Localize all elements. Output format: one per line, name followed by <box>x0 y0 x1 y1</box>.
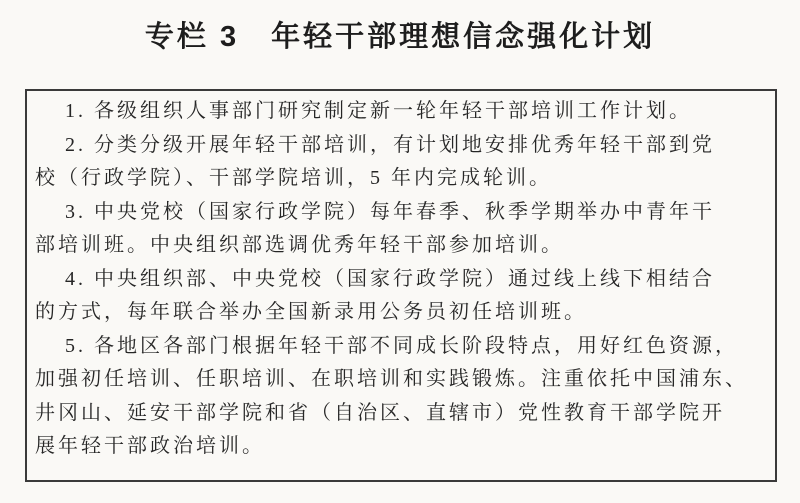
paragraph-1 <box>35 95 751 129</box>
paragraph-3 <box>35 196 751 263</box>
paragraph-line: 2. 分类分级开展年轻干部培训，有计划地安排优秀年轻干部到党 <box>65 133 715 156</box>
paragraph-line: 展年轻干部政治培训。 <box>35 435 265 457</box>
paragraph-5 <box>35 330 751 464</box>
paragraph-line: 加强初任培训、任职培训、在职培训和实践锻炼。注重依托中国浦东、 <box>35 368 748 390</box>
paragraph-line: 4. 中央组织部、中央党校（国家行政学院）通过线上线下相结合 <box>65 267 715 290</box>
paragraph-line: 3. 中央党校（国家行政学院）每年春季、秋季学期举办中青年干 <box>65 200 715 223</box>
paragraph-line: 井冈山、延安干部学院和省（自治区、直辖市）党性教育干部学院开 <box>35 401 725 424</box>
paragraph-line: 1. 各级组织人事部门研究制定新一轮年轻干部培训工作计划。 <box>65 100 692 122</box>
paragraph-4 <box>35 263 751 330</box>
paragraph-line: 5. 各地区各部门根据年轻干部不同成长阶段特点，用好红色资源， <box>65 334 738 357</box>
paragraph-line: 的方式，每年联合举办全国新录用公务员初任培训班。 <box>35 301 587 323</box>
paragraph-line: 校（行政学院）、干部学院培训，5 年内完成轮训。 <box>35 167 552 189</box>
page-title: 专栏 3 年轻干部理想信念强化计划 <box>144 21 656 53</box>
paragraph-line: 部培训班。中央组织部选调优秀年轻干部参加培训。 <box>35 234 564 256</box>
paragraph-2 <box>35 129 751 196</box>
info-box <box>25 89 777 482</box>
